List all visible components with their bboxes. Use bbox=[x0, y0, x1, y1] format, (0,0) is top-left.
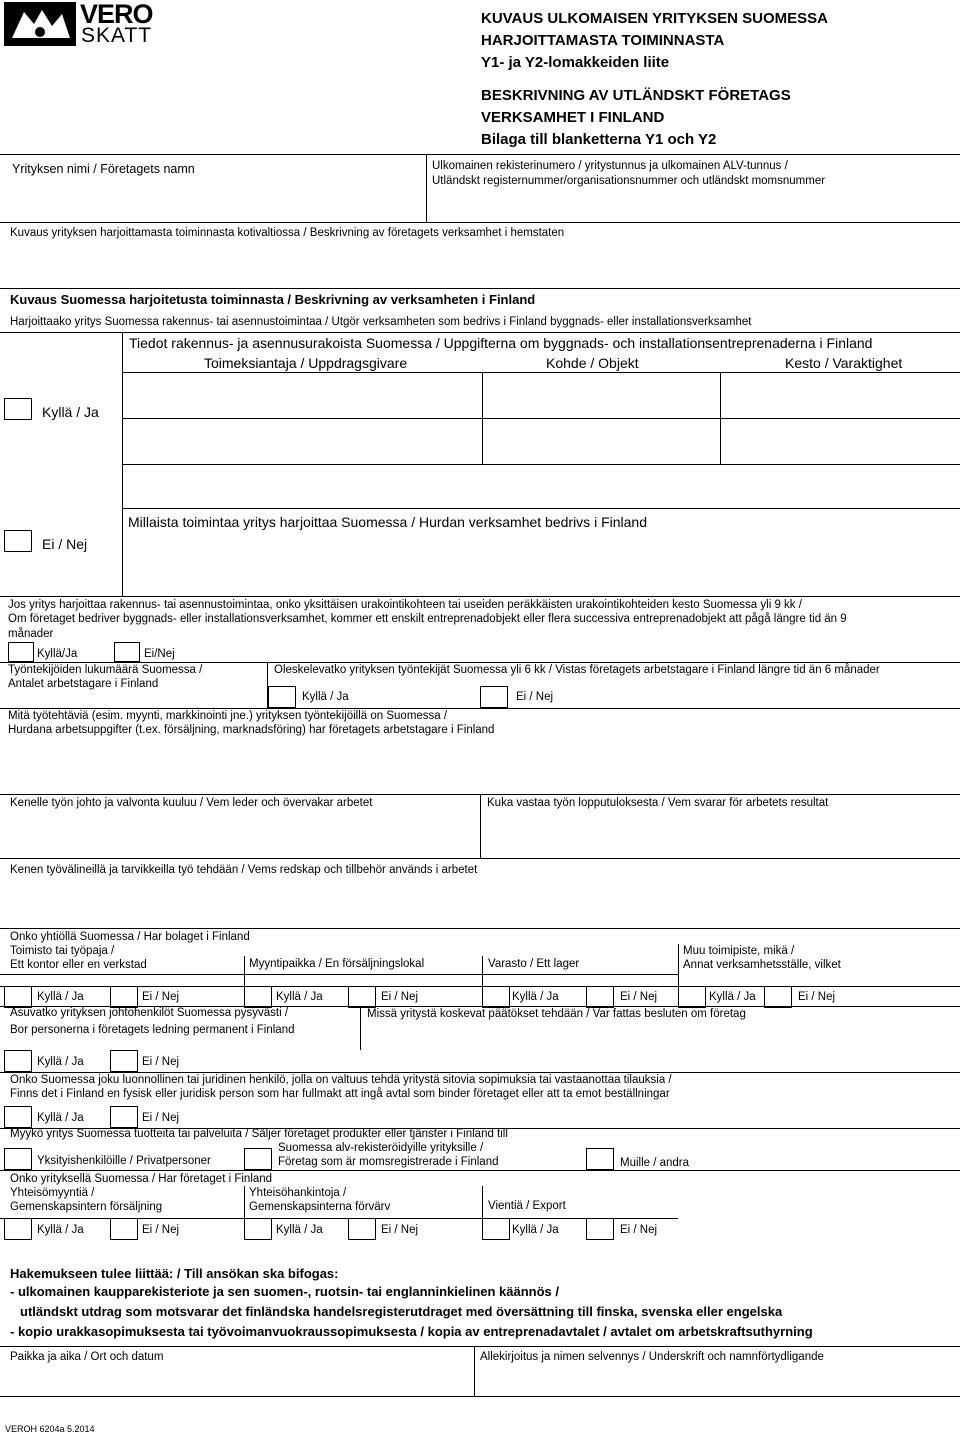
construction-no-checkbox[interactable] bbox=[4, 530, 32, 552]
duration-yes-checkbox[interactable] bbox=[8, 642, 34, 662]
duration-question-2: Om företaget bedriver byggnads- eller installationsverksamhet, kommer ett enskilt entreprenadobjekt eller flera successiva entreprenadobjekt att pågå längre tid än 9 bbox=[8, 613, 847, 625]
responsible-label: Kuka vastaa työn lopputuloksesta / Vem svarar för arbetets resultat bbox=[487, 797, 829, 809]
title-fi-1: KUVAUS ULKOMAISEN YRITYKSEN SUOMESSA bbox=[481, 10, 828, 27]
decisions-label: Missä yritystä koskevat päätökset tehdään / Var fattas besluten om företag bbox=[367, 1008, 746, 1020]
attachment-2: - kopio urakkasopimuksesta tai työvoimanvuokraussopimuksesta / kopia av entreprenadavtalet / avtalet om arbetskraftsuthyrning bbox=[10, 1324, 813, 1339]
company-name-label: Yrityksen nimi / Företagets namn bbox=[12, 162, 195, 176]
joint-sales-no-label: Ei / Nej bbox=[142, 1224, 180, 1236]
tools-label: Kenen työvälineillä ja tarvikkeilla työ tehdään / Vems redskap och tillbehör används i arbetet bbox=[10, 864, 478, 876]
sells-question: Myykö yritys Suomessa tuotteita tai palveluita / Säljer företaget produkter eller tjänster i Finland till bbox=[10, 1128, 508, 1140]
other-establishment-field[interactable] bbox=[679, 973, 960, 986]
duration-no-label: Ei/Nej bbox=[144, 648, 175, 660]
divider bbox=[482, 956, 483, 986]
tasks-label-1: Mitä työtehtäviä (esim. myynti, markkinointi jne.) yrityksen työntekijöillä on Suomessa / bbox=[8, 710, 448, 722]
other-no-checkbox[interactable] bbox=[764, 986, 792, 1008]
employees-6m-no-label: Ei / Nej bbox=[516, 691, 554, 703]
attachment-1-line-2: utländskt utdrag som motsvarar det finländska handelsregisterutdraget med översättning till finska, svenska eller engelska bbox=[20, 1304, 783, 1319]
duration-question-1: Jos yritys harjoittaa rakennus- tai asennustoimintaa, onko yksittäisen urakointikohteen tai useiden peräkkäisten urakointikohteiden kesto Suomessa yli 9 kk / bbox=[8, 599, 802, 611]
export-yes-label: Kyllä / Ja bbox=[512, 1224, 559, 1236]
management-yes-label: Kyllä / Ja bbox=[37, 1056, 84, 1068]
office-no-label: Ei / Nej bbox=[142, 991, 180, 1003]
warehouse-yes-checkbox[interactable] bbox=[482, 986, 510, 1008]
agent-no-checkbox[interactable] bbox=[110, 1106, 138, 1128]
other-label-1: Muu toimipiste, mikä / bbox=[683, 945, 795, 957]
agent-no-label: Ei / Nej bbox=[142, 1112, 180, 1124]
sales-yes-label: Kyllä / Ja bbox=[276, 991, 323, 1003]
logo-text-skatt: SKATT bbox=[81, 24, 153, 47]
other-buyers-checkbox[interactable] bbox=[586, 1148, 614, 1170]
office-yes-checkbox[interactable] bbox=[4, 986, 32, 1008]
supervision-field[interactable] bbox=[0, 812, 480, 858]
company-question: Onko yrityksellä Suomessa / Har företaget i Finland bbox=[10, 1173, 273, 1185]
agent-yes-label: Kyllä / Ja bbox=[37, 1112, 84, 1124]
divider bbox=[482, 1186, 483, 1218]
divider bbox=[0, 974, 678, 975]
sales-no-checkbox[interactable] bbox=[348, 986, 376, 1008]
vat-registered-checkbox[interactable] bbox=[244, 1148, 272, 1170]
finland-heading: Kuvaus Suomessa harjoitetusta toiminnasta / Beskrivning av verksamheten i Finland bbox=[10, 292, 536, 307]
joint-purchase-label-2: Gemenskapsinterna förvärv bbox=[249, 1201, 391, 1213]
private-label: Yksityishenkilöille / Privatpersoner bbox=[37, 1155, 211, 1167]
divider bbox=[0, 708, 960, 709]
signature-label: Allekirjoitus ja nimen selvennys / Underskrift och namnförtydligande bbox=[480, 1351, 824, 1363]
office-label-1: Toimisto tai työpaja / bbox=[10, 945, 115, 957]
employees-6m-yes-label: Kyllä / Ja bbox=[302, 691, 349, 703]
construction-question: Harjoittaako yritys Suomessa rakennus- tai asennustoimintaa / Utgör verksamheten som bedrivs i Finland byggnads- eller installationsverksamhet bbox=[10, 316, 752, 328]
joint-purchase-no-checkbox[interactable] bbox=[348, 1218, 376, 1240]
other-no-label: Ei / Nej bbox=[798, 991, 836, 1003]
other-yes-label: Kyllä / Ja bbox=[709, 991, 756, 1003]
joint-sales-label-2: Gemenskapsintern försäljning bbox=[10, 1201, 163, 1213]
tools-field[interactable] bbox=[0, 880, 960, 928]
title-sv-3: Bilaga till blanketterna Y1 och Y2 bbox=[481, 131, 717, 148]
divider bbox=[0, 986, 960, 987]
employees-6m-yes-checkbox[interactable] bbox=[268, 686, 296, 708]
management-yes-checkbox[interactable] bbox=[4, 1050, 32, 1072]
agent-question-1: Onko Suomessa joku luonnollinen tai juridinen henkilö, jolla on valtuus tehdä yritystä sitovia sopimuksia tai vastaanottaa tilauksia / bbox=[10, 1074, 672, 1086]
joint-purchase-label-1: Yhteisöhankintoja / bbox=[249, 1187, 347, 1199]
management-question-2: Bor personerna i företagets ledning permanent i Finland bbox=[10, 1024, 295, 1036]
joint-purchase-no-label: Ei / Nej bbox=[381, 1224, 419, 1236]
title-fi-3: Y1- ja Y2-lomakkeiden liite bbox=[481, 54, 670, 71]
attachment-1-line-1: - ulkomainen kaupparekisteriote ja sen suomen-, ruotsin- tai englanninkielinen käännös / bbox=[10, 1284, 560, 1299]
sales-no-label: Ei / Nej bbox=[381, 991, 419, 1003]
warehouse-yes-label: Kyllä / Ja bbox=[512, 991, 559, 1003]
tasks-field[interactable] bbox=[0, 740, 960, 794]
employees-label-2: Antalet arbetstagare i Finland bbox=[8, 678, 159, 690]
export-label: Vientiä / Export bbox=[488, 1200, 566, 1212]
employees-6m-no-checkbox[interactable] bbox=[480, 686, 508, 708]
warehouse-no-checkbox[interactable] bbox=[586, 986, 614, 1008]
divider bbox=[0, 596, 960, 597]
office-no-checkbox[interactable] bbox=[110, 986, 138, 1008]
agent-yes-checkbox[interactable] bbox=[4, 1106, 32, 1128]
divider bbox=[244, 956, 245, 986]
place-date-label: Paikka ja aika / Ort och datum bbox=[10, 1351, 164, 1363]
other-label-2: Annat verksamhetsställe, vilket bbox=[683, 959, 841, 971]
employees-6m-question: Oleskelevatko yrityksen työntekijät Suomessa yli 6 kk / Vistas företagets arbetstagare i Finland längre tid än 6 månader bbox=[274, 664, 880, 676]
form-code: VEROH 6204a 5.2014 bbox=[5, 1424, 95, 1434]
column-client: Toimeksiantaja / Uppdragsgivare bbox=[204, 355, 408, 371]
other-yes-checkbox[interactable] bbox=[678, 986, 706, 1008]
warehouse-label: Varasto / Ett lager bbox=[488, 958, 580, 970]
divider bbox=[0, 332, 960, 333]
divider bbox=[0, 928, 960, 929]
responsible-field[interactable] bbox=[481, 812, 960, 858]
construction-yes-checkbox[interactable] bbox=[4, 398, 32, 420]
employees-count-field[interactable] bbox=[4, 663, 266, 708]
management-question-1: Asuvatko yrityksen johtohenkilöt Suomessa pysyvästi / bbox=[10, 1007, 289, 1019]
contract-row[interactable] bbox=[123, 419, 959, 463]
decisions-field[interactable] bbox=[361, 1022, 960, 1050]
divider bbox=[0, 288, 960, 289]
management-no-checkbox[interactable] bbox=[110, 1050, 138, 1072]
registration-label-2: Utländskt registernummer/organisationsnummer och utländskt momsnummer bbox=[432, 175, 826, 187]
office-label-2: Ett kontor eller en verkstad bbox=[10, 959, 147, 971]
joint-purchase-yes-checkbox[interactable] bbox=[244, 1218, 272, 1240]
management-no-label: Ei / Nej bbox=[142, 1056, 180, 1068]
joint-sales-yes-checkbox[interactable] bbox=[4, 1218, 32, 1240]
establishment-question: Onko yhtiöllä Suomessa / Har bolaget i Finland bbox=[10, 931, 250, 943]
export-yes-checkbox[interactable] bbox=[482, 1218, 510, 1240]
column-object: Kohde / Objekt bbox=[546, 355, 639, 371]
column-duration: Kesto / Varaktighet bbox=[785, 355, 903, 371]
sales-label: Myyntipaikka / En försäljningslokal bbox=[249, 958, 425, 970]
divider bbox=[0, 1072, 960, 1073]
divider bbox=[0, 858, 960, 859]
joint-sales-no-checkbox[interactable] bbox=[110, 1218, 138, 1240]
home-state-label: Kuvaus yrityksen harjoittamasta toiminnasta kotivaltiossa / Beskrivning av företagets verksamhet i hemstaten bbox=[10, 227, 565, 239]
joint-purchase-yes-label: Kyllä / Ja bbox=[276, 1224, 323, 1236]
contract-row[interactable] bbox=[123, 373, 959, 417]
joint-sales-yes-label: Kyllä / Ja bbox=[37, 1224, 84, 1236]
registration-label-1: Ulkomainen rekisterinumero / yritystunnus ja ulkomainen ALV-tunnus / bbox=[432, 160, 788, 172]
what-activity-label: Millaista toimintaa yritys harjoittaa Suomessa / Hurdan verksamhet bedrivs i Finland bbox=[128, 514, 647, 530]
vat-registered-label-2: Företag som är momsregistrerade i Finland bbox=[278, 1156, 499, 1168]
agent-question-2: Finns det i Finland en fysisk eller juridisk person som har fullmakt att ingå avtal som binder företaget eller att ta emot beställningar bbox=[10, 1088, 670, 1100]
what-activity-field[interactable] bbox=[123, 530, 959, 594]
construction-yes-label: Kyllä / Ja bbox=[42, 404, 99, 420]
divider bbox=[0, 1218, 678, 1219]
other-buyers-label: Muille / andra bbox=[620, 1157, 690, 1169]
divider bbox=[0, 1170, 960, 1171]
private-checkbox[interactable] bbox=[4, 1148, 32, 1170]
warehouse-no-label: Ei / Nej bbox=[620, 991, 658, 1003]
office-yes-label: Kyllä / Ja bbox=[37, 991, 84, 1003]
construction-no-label: Ei / Nej bbox=[42, 536, 88, 552]
attachments-heading: Hakemukseen tulee liittää: / Till ansökan ska bifogas: bbox=[10, 1266, 339, 1281]
duration-yes-label: Kyllä/Ja bbox=[37, 648, 78, 660]
export-no-checkbox[interactable] bbox=[586, 1218, 614, 1240]
divider bbox=[122, 464, 960, 465]
divider bbox=[244, 1186, 245, 1218]
divider bbox=[0, 1396, 960, 1397]
divider bbox=[122, 508, 960, 509]
employees-label-1: Työntekijöiden lukumäärä Suomessa / bbox=[8, 664, 203, 676]
logo-text-vero: VERO bbox=[80, 0, 153, 29]
joint-sales-label-1: Yhteisömyyntiä / bbox=[10, 1187, 95, 1199]
supervision-label: Kenelle työn johto ja valvonta kuuluu / Vem leder och övervakar arbetet bbox=[10, 797, 373, 809]
duration-question-3: månader bbox=[8, 628, 54, 640]
export-no-label: Ei / Nej bbox=[620, 1224, 658, 1236]
title-sv-2: VERKSAMHET I FINLAND bbox=[481, 109, 665, 126]
tasks-label-2: Hurdana arbetsuppgifter (t.ex. försäljning, marknadsföring) har företagets arbetstagare i Finland bbox=[8, 724, 495, 736]
sales-yes-checkbox[interactable] bbox=[244, 986, 272, 1008]
vat-registered-label-1: Suomessa alv-rekisteröidyille yrityksille / bbox=[278, 1142, 484, 1154]
duration-no-checkbox[interactable] bbox=[114, 642, 140, 662]
vero-logo bbox=[4, 0, 153, 47]
title-fi-2: HARJOITTAMASTA TOIMINNASTA bbox=[481, 32, 725, 49]
title-sv-1: BESKRIVNING AV UTLÄNDSKT FÖRETAGS bbox=[481, 87, 791, 104]
contracts-label: Tiedot rakennus- ja asennusurakoista Suomessa / Uppgifterna om byggnads- och installationsentreprenaderna i Finland bbox=[129, 335, 873, 351]
